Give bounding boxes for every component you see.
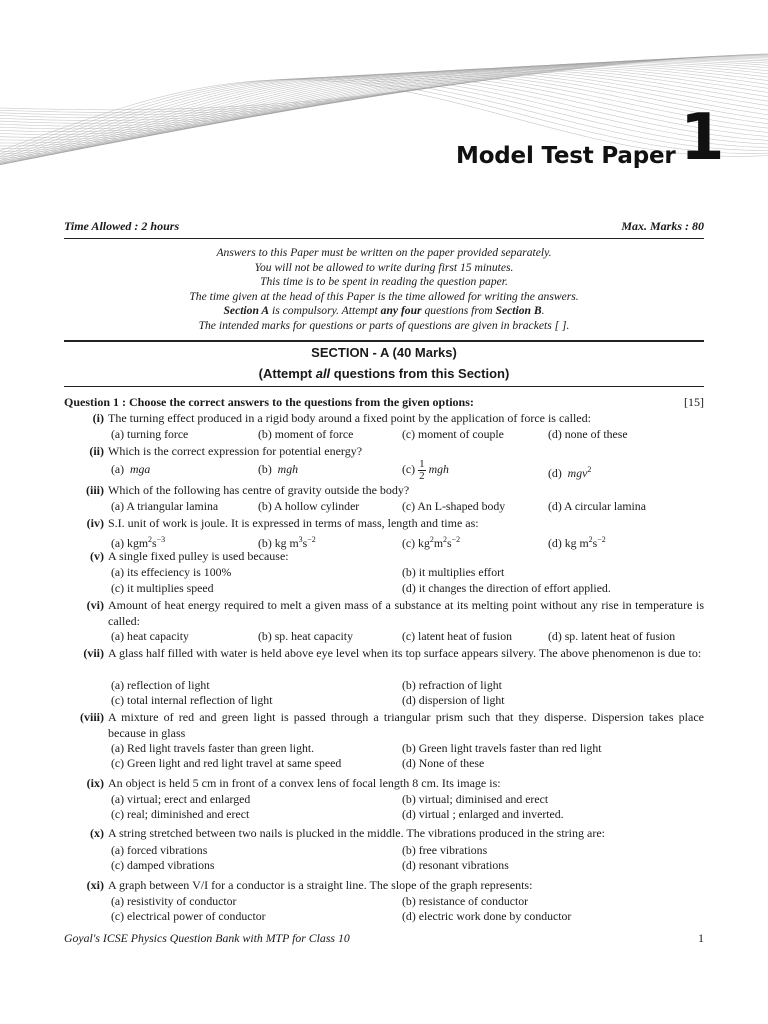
- item-stem: Which is the correct expression for potential energy?: [108, 444, 363, 458]
- option-letter: (a): [111, 462, 125, 476]
- superscript: 3: [298, 535, 303, 544]
- option: [402, 454, 449, 484]
- option: (a) forced vibrations: [111, 843, 208, 857]
- instruction-line: This time is to be spent in reading the question paper.: [260, 275, 508, 288]
- option: (c) real; diminished and erect: [111, 807, 250, 821]
- option: (d) it changes the direction of effort applied.: [402, 581, 611, 595]
- item-number: (ii): [89, 444, 104, 458]
- superscript: −2: [307, 535, 316, 544]
- instruction-line: Answers to this Paper must be written on the paper provided separately.: [216, 246, 552, 259]
- option: (d) A circular lamina: [548, 499, 646, 513]
- item-number: (i): [92, 411, 104, 425]
- superscript: 2: [587, 465, 592, 474]
- superscript: 2: [588, 535, 593, 544]
- item-stem: Amount of heat energy required to melt a given mass of a substance at its melting point without any rise in temperature is called:: [108, 598, 704, 628]
- option: (c) electrical power of conductor: [111, 909, 266, 923]
- item-stem: A mixture of red and green light is passed through a triangular prism such that they disperse. Dispersion takes place because in glass: [108, 710, 704, 740]
- option: (d) none of these: [548, 427, 628, 441]
- option: (b) it multiplies effort: [402, 565, 505, 579]
- item-stem: Which of the following has centre of gravity outside the body?: [108, 483, 410, 497]
- option-text: (d) kg m: [548, 535, 589, 550]
- option: (d) sp. latent heat of fusion: [548, 629, 676, 643]
- option: (a) turning force: [111, 427, 189, 441]
- item-stem: S.I. unit of work is joule. It is expressed in terms of mass, length and time as:: [108, 516, 479, 530]
- option-text: mgh: [277, 462, 298, 476]
- superscript: 2: [443, 535, 448, 544]
- subtitle-text: questions from this Section): [330, 366, 510, 381]
- superscript: −3: [156, 535, 166, 544]
- item-number: (vi): [86, 598, 104, 612]
- option: (b) sp. heat capacity: [258, 629, 353, 643]
- item-number: (iv): [86, 516, 104, 530]
- fraction-half: [418, 459, 426, 482]
- paper-title: Model Test Paper: [456, 143, 676, 169]
- section-title: SECTION - A (40 Marks): [311, 345, 457, 360]
- fraction-denominator: 2: [419, 469, 425, 482]
- section-a-ref: Section A: [223, 304, 270, 317]
- option-text: (a) kgm: [111, 535, 149, 550]
- footer-book-title: Goyal's ICSE Physics Question Bank with MTP for Class 10: [64, 931, 350, 945]
- question-heading: Question 1 : Choose the correct answers to the questions from the given options:: [64, 395, 474, 409]
- option: (b) Green light travels faster than red light: [402, 741, 602, 755]
- superscript: −2: [597, 535, 606, 544]
- question-marks: [15]: [684, 395, 704, 409]
- superscript: 2: [429, 535, 434, 544]
- option: (a) heat capacity: [111, 629, 189, 643]
- option: (b) virtual; diminised and erect: [402, 792, 549, 806]
- fraction-numerator: 1: [419, 457, 425, 470]
- time-allowed: Time Allowed : 2 hours: [64, 219, 180, 233]
- instruction-line: The time given at the head of this Paper is the time allowed for writing the answers.: [189, 289, 579, 303]
- option: (d) None of these: [402, 756, 485, 770]
- option: (c) moment of couple: [402, 427, 504, 441]
- option-text: mgv: [567, 465, 588, 480]
- option-text: s: [447, 535, 452, 550]
- item-stem: A glass half filled with water is held above eye level when its top surface appears silvery. The above phenomenon is due to:: [108, 646, 702, 660]
- subtitle-text: (Attempt: [258, 366, 316, 381]
- instruction-text: .: [541, 304, 545, 317]
- option-text: s: [592, 535, 598, 550]
- wave-line: [0, 55, 768, 115]
- instruction-line: The intended marks for questions or parts of questions are given in brackets [ ].: [198, 318, 570, 332]
- option: [258, 462, 298, 477]
- option: (c) damped vibrations: [111, 858, 215, 872]
- item-number: (ix): [86, 776, 104, 790]
- option: (a) its effeciency is 100%: [111, 565, 232, 579]
- option: (a) resistivity of conductor: [111, 894, 237, 908]
- divider-top: [64, 238, 704, 239]
- option: (b) refraction of light: [402, 678, 502, 692]
- item-stem: A string stretched between two nails is plucked in the middle. The vibrations produced in the string are:: [108, 826, 605, 840]
- option-letter: (b): [258, 462, 272, 476]
- option: [111, 462, 150, 477]
- divider-section: [64, 340, 704, 342]
- option-text: s: [152, 535, 157, 550]
- option: (b) resistance of conductor: [402, 894, 529, 908]
- wave-line: [0, 60, 768, 132]
- option: (b) moment of force: [258, 427, 354, 441]
- item-number: (vii): [83, 646, 104, 660]
- item-stem: The turning effect produced in a rigid body around a fixed point by the application of force is called:: [108, 411, 591, 425]
- option: (c) it multiplies speed: [111, 581, 214, 595]
- option: (a) reflection of light: [111, 678, 210, 692]
- item-number: (x): [90, 826, 104, 840]
- instruction-text: questions from: [421, 304, 496, 317]
- paper-number: 1: [680, 101, 725, 175]
- option: [548, 462, 591, 481]
- option-text: s: [302, 535, 308, 550]
- option: (d) resonant vibrations: [402, 858, 509, 872]
- item-stem: A single fixed pulley is used because:: [108, 549, 289, 563]
- item-number: (viii): [80, 710, 104, 724]
- option: (d) virtual ; enlarged and inverted.: [402, 807, 564, 821]
- divider-bottom: [64, 386, 704, 387]
- instruction-text: is compulsory. Attempt: [269, 304, 381, 317]
- footer-page-number: 1: [698, 931, 704, 945]
- option-letter: (d): [548, 465, 562, 480]
- option-text: m: [433, 535, 444, 550]
- item-stem: A graph between V/I for a conductor is a straight line. The slope of the graph represents:: [108, 878, 533, 892]
- wave-line: [0, 61, 768, 135]
- superscript: −2: [451, 535, 461, 544]
- item-number: (xi): [86, 878, 104, 892]
- option-letter: (c): [402, 462, 416, 476]
- item-number: (iii): [86, 483, 104, 497]
- item-stem: An object is held 5 cm in front of a convex lens of focal length 8 cm. Its image is:: [108, 776, 501, 790]
- option-text: mgh: [428, 462, 449, 476]
- decorative-wave-lines: [0, 40, 768, 240]
- any-four-ref: any four: [380, 304, 422, 317]
- superscript: 2: [148, 535, 153, 544]
- option: (c) latent heat of fusion: [402, 629, 513, 643]
- item-number: (v): [90, 549, 104, 563]
- option: (c) An L-shaped body: [402, 499, 506, 513]
- option: (d) dispersion of light: [402, 693, 505, 707]
- subtitle-emphasis: all: [315, 366, 331, 381]
- instructions-block: [64, 246, 704, 333]
- instruction-line: [64, 304, 704, 319]
- option: (c) total internal reflection of light: [111, 693, 273, 707]
- option-text: mga: [130, 462, 151, 476]
- option-text: (b) kg m: [258, 535, 299, 550]
- option: (c) Green light and red light travel at same speed: [111, 756, 342, 770]
- instruction-line: You will not be allowed to write during first 15 minutes.: [254, 260, 514, 274]
- max-marks: Max. Marks : 80: [621, 219, 704, 233]
- option: (a) virtual; erect and enlarged: [111, 792, 251, 806]
- option-text: (c) kg: [402, 535, 430, 550]
- option: (b) A hollow cylinder: [258, 499, 360, 513]
- option: (d) electric work done by conductor: [402, 909, 572, 923]
- option: (b) free vibrations: [402, 843, 488, 857]
- option: (a) Red light travels faster than green light.: [111, 741, 315, 755]
- option: (a) A triangular lamina: [111, 499, 219, 513]
- section-subtitle: [64, 366, 704, 381]
- section-b-ref: Section B: [495, 304, 542, 317]
